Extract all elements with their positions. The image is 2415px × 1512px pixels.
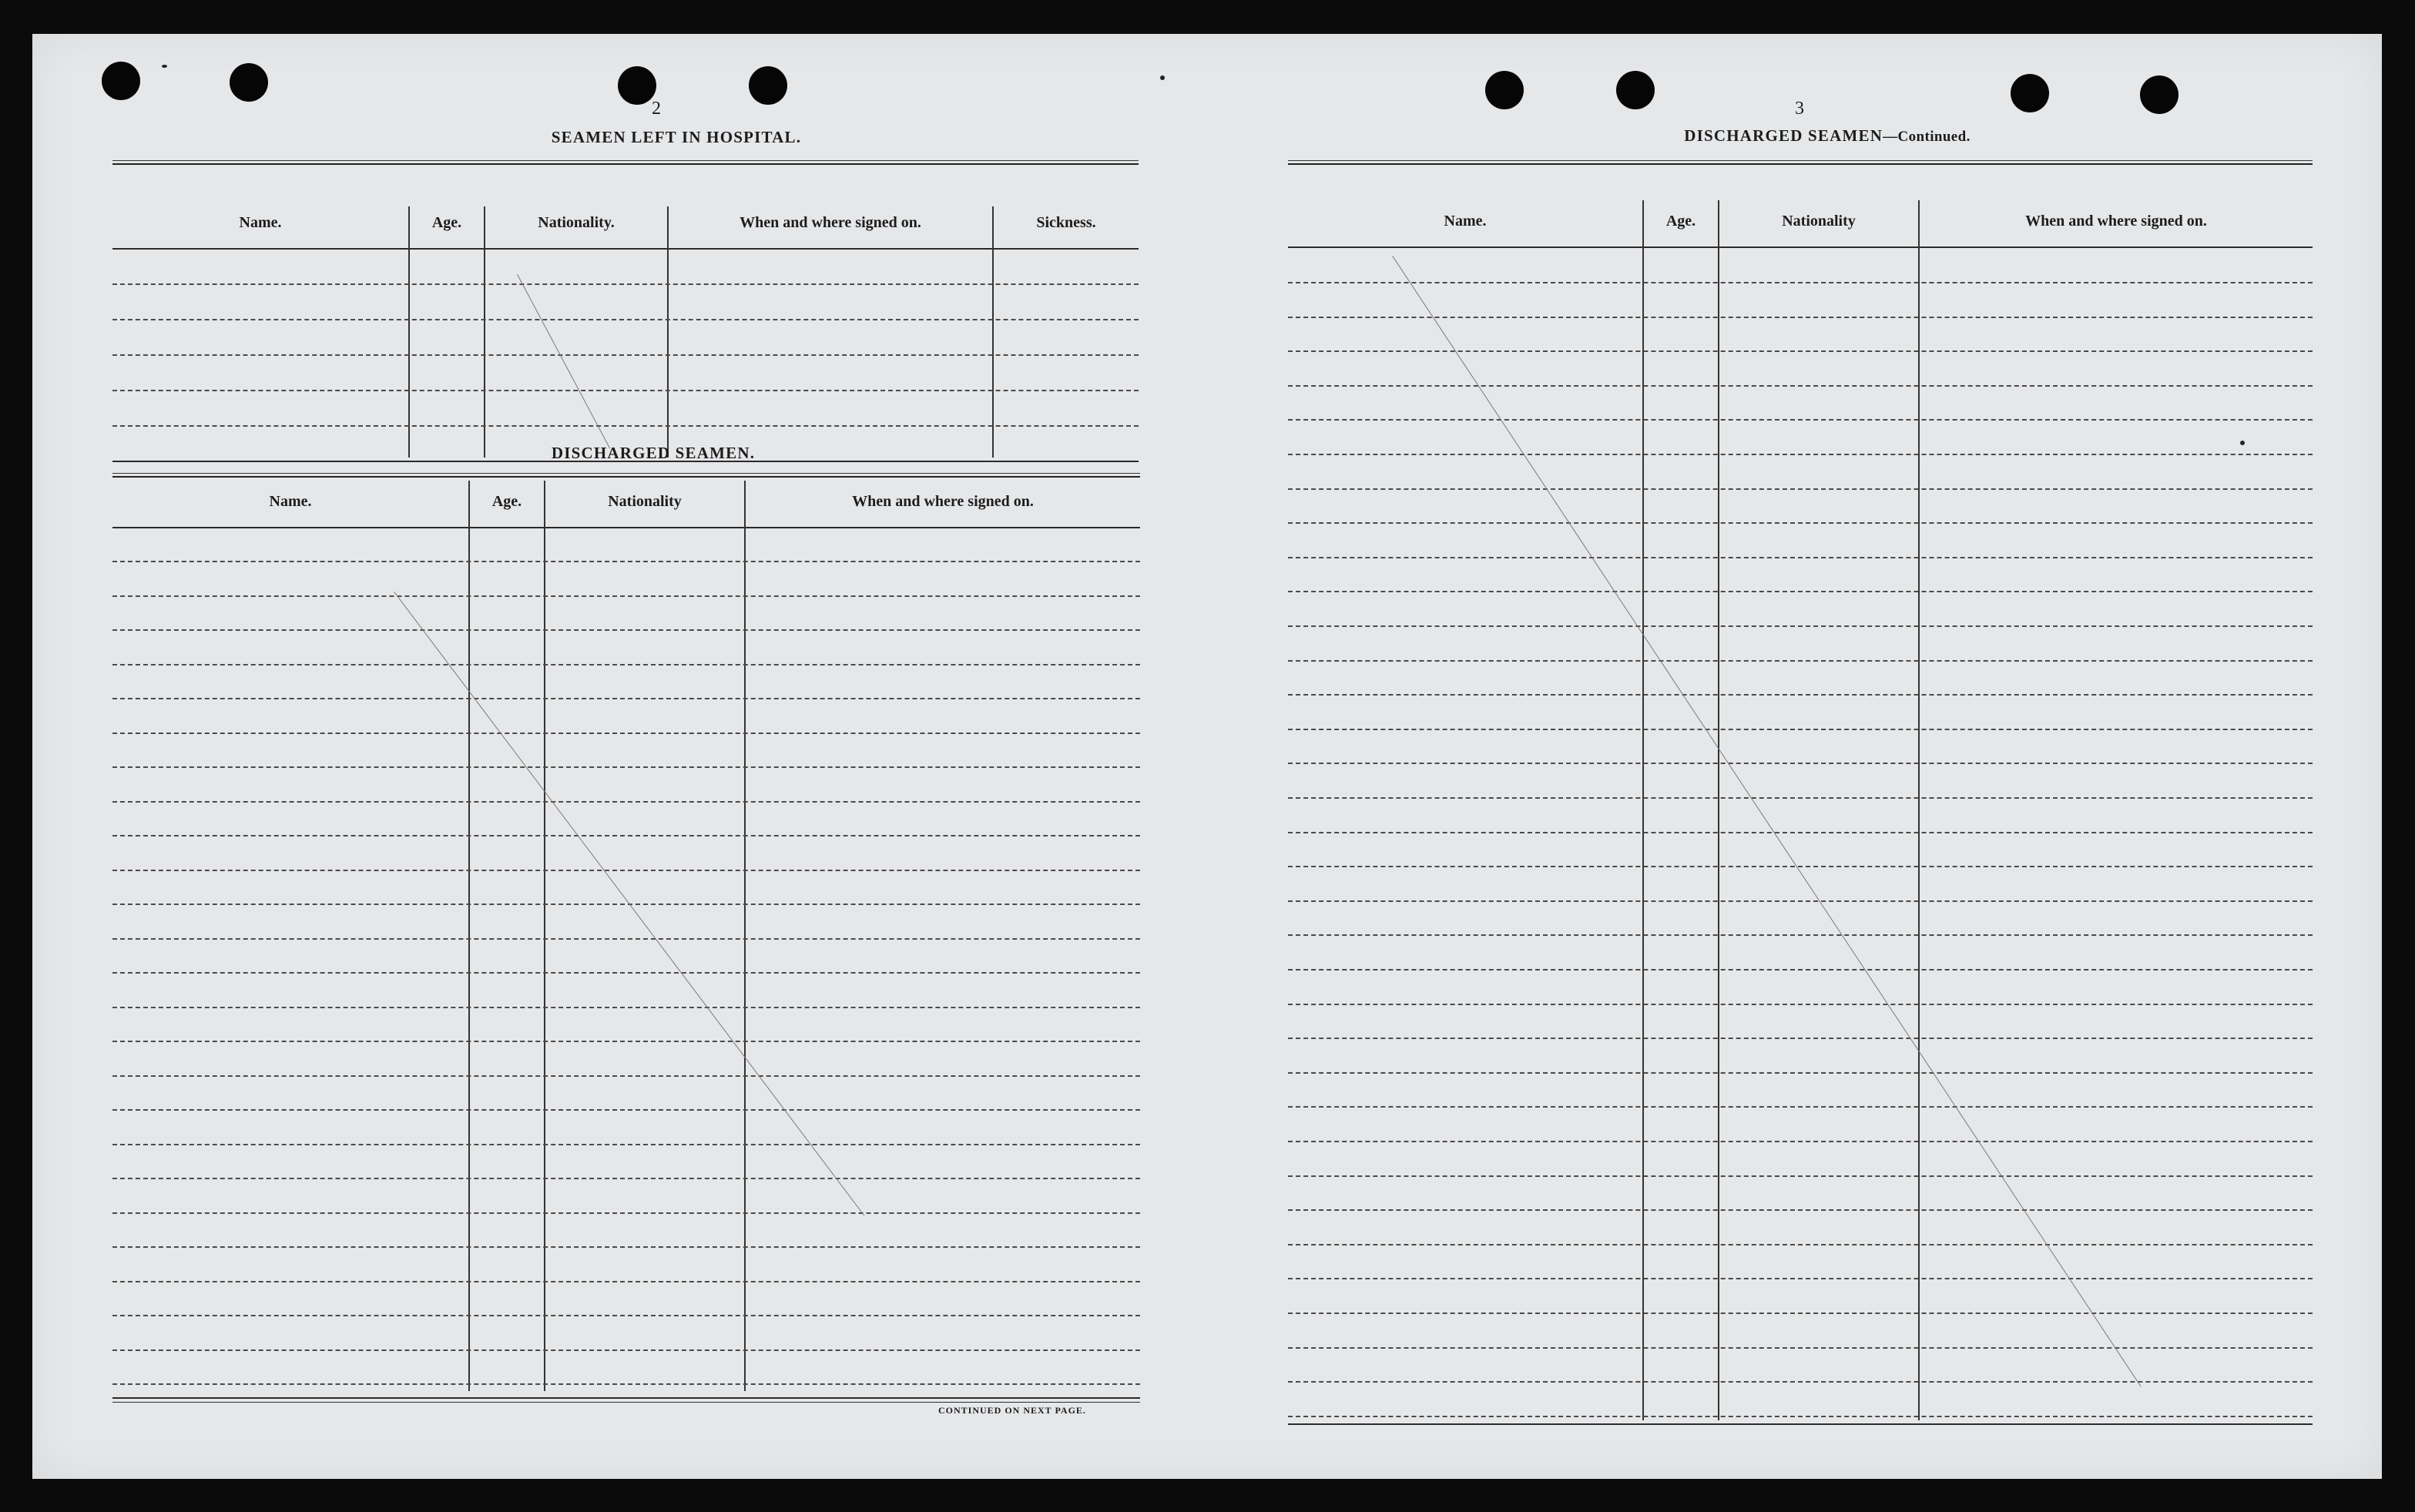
entry-row-line (112, 835, 1140, 836)
entry-row-line (1288, 1313, 2313, 1314)
entry-row-line (112, 561, 1140, 562)
discharged-table (112, 473, 1140, 1437)
discharged-continued-table (1288, 160, 2313, 1423)
punch-hole (230, 63, 268, 102)
entry-row-line (1288, 1416, 2313, 1417)
column-divider (744, 481, 746, 1391)
table-bottom-rule (112, 1402, 1140, 1403)
entry-row-line (1288, 832, 2313, 833)
entry-row-line (112, 595, 1140, 597)
entry-row-line (1288, 866, 2313, 867)
entry-row-line (112, 1281, 1140, 1282)
ink-speck (162, 65, 167, 68)
entry-row-line (1288, 660, 2313, 662)
column-divider (1918, 200, 1920, 1420)
entry-row-line (1288, 419, 2313, 421)
page-number-right: 3 (1795, 99, 1804, 119)
discharged-continued-title (1481, 126, 2174, 146)
cancel-stroke (517, 274, 610, 449)
entry-row-line (112, 904, 1140, 905)
entry-row-line (112, 1007, 1140, 1008)
entry-row-line (112, 1041, 1140, 1042)
entry-row-line (112, 283, 1139, 285)
entry-row-line (112, 1315, 1140, 1316)
entry-row-line (1288, 1381, 2313, 1383)
entry-row-line (1288, 934, 2313, 936)
entry-row-line (1288, 1244, 2313, 1245)
entry-row-line (1288, 350, 2313, 352)
header-rule (1288, 246, 2313, 248)
entry-row-line (112, 1144, 1140, 1145)
entry-row-line (112, 1349, 1140, 1351)
punch-hole (1616, 71, 1655, 109)
document-sheet (32, 34, 2382, 1479)
column-header-signed-on: When and where signed on. (852, 493, 1034, 510)
entry-row-line (112, 425, 1139, 427)
column-divider (1718, 200, 1719, 1420)
entry-row-line (1288, 969, 2313, 971)
table-bottom-rule (112, 1397, 1140, 1399)
entry-row-line (1288, 1175, 2313, 1177)
column-header-nationality: Nationality. (538, 214, 615, 231)
entry-row-line (1288, 900, 2313, 902)
entry-row-line (112, 390, 1139, 391)
entry-row-line (1288, 1004, 2313, 1005)
entry-row-line (112, 319, 1139, 320)
column-header-age: Age. (431, 214, 462, 231)
entry-row-line (112, 1383, 1140, 1385)
column-divider (408, 206, 410, 458)
punch-hole (2011, 74, 2049, 112)
column-header-signed-on: When and where signed on. (740, 214, 921, 231)
column-divider (468, 481, 470, 1391)
entry-row-line (112, 629, 1140, 631)
column-header-name: Name. (269, 493, 312, 510)
entry-row-line (112, 1075, 1140, 1077)
entry-row-line (112, 733, 1140, 734)
column-divider (667, 206, 669, 458)
entry-row-line (1288, 591, 2313, 592)
column-divider (544, 481, 545, 1391)
cancel-stroke (1392, 256, 2141, 1386)
entry-row-line (1288, 729, 2313, 730)
entry-row-line (1288, 557, 2313, 558)
continued-footer: CONTINUED ON NEXT PAGE. (938, 1405, 1086, 1416)
column-header-name: Name. (1444, 213, 1487, 230)
title-continued-suffix: —Continued. (1883, 129, 1971, 145)
ink-speck (1160, 75, 1165, 80)
entry-row-line (1288, 1106, 2313, 1108)
entry-row-line (112, 1212, 1140, 1214)
column-header-age: Age. (491, 493, 522, 510)
punch-hole (749, 66, 787, 105)
entry-row-line (1288, 1038, 2313, 1039)
entry-row-line (112, 1246, 1140, 1248)
hospital-section-title: SEAMEN LEFT IN HOSPITAL. (551, 128, 802, 146)
entry-row-line (112, 698, 1140, 699)
column-header-signed-on: When and where signed on. (2025, 213, 2207, 230)
entry-row-line (1288, 1141, 2313, 1142)
column-divider (1642, 200, 1644, 1420)
header-rule (112, 527, 1140, 528)
entry-row-line (112, 664, 1140, 665)
entry-row-line (1288, 488, 2313, 490)
entry-row-line (112, 870, 1140, 871)
entry-row-line (1288, 522, 2313, 524)
entry-row-line (112, 354, 1139, 356)
column-divider (484, 206, 485, 458)
entry-row-line (112, 1109, 1140, 1111)
punch-hole (1485, 71, 1524, 109)
header-rule (112, 248, 1139, 250)
entry-row-line (112, 801, 1140, 803)
column-header-sickness: Sickness. (1036, 214, 1096, 231)
punch-hole (2140, 75, 2179, 114)
entry-row-line (112, 1178, 1140, 1179)
entry-row-line (1288, 797, 2313, 799)
entry-row-line (1288, 763, 2313, 764)
title-main: DISCHARGED SEAMEN (1684, 126, 1883, 145)
page-number-left: 2 (652, 99, 661, 119)
entry-row-line (112, 972, 1140, 974)
entry-row-line (1288, 317, 2313, 318)
entry-row-line (1288, 1347, 2313, 1349)
column-header-nationality: Nationality (1782, 213, 1856, 230)
entry-row-line (1288, 625, 2313, 627)
entry-row-line (1288, 694, 2313, 696)
table-top-rule (112, 473, 1140, 478)
column-header-nationality: Nationality (608, 493, 682, 510)
entry-row-line (1288, 1072, 2313, 1074)
column-header-name: Name. (239, 214, 282, 231)
table-top-rule (112, 160, 1139, 165)
discharged-section-title: DISCHARGED SEAMEN. (551, 444, 756, 462)
entry-row-line (1288, 385, 2313, 387)
table-bottom-rule (1288, 1423, 2313, 1425)
entry-row-line (112, 766, 1140, 768)
column-header-age: Age. (1665, 213, 1696, 230)
entry-row-line (1288, 1209, 2313, 1211)
entry-row-line (1288, 282, 2313, 283)
entry-row-line (1288, 454, 2313, 455)
hospital-table (112, 160, 1139, 468)
punch-hole (102, 62, 140, 100)
entry-row-line (112, 938, 1140, 940)
table-top-rule (1288, 160, 2313, 165)
column-divider (992, 206, 994, 458)
entry-row-line (1288, 1278, 2313, 1279)
